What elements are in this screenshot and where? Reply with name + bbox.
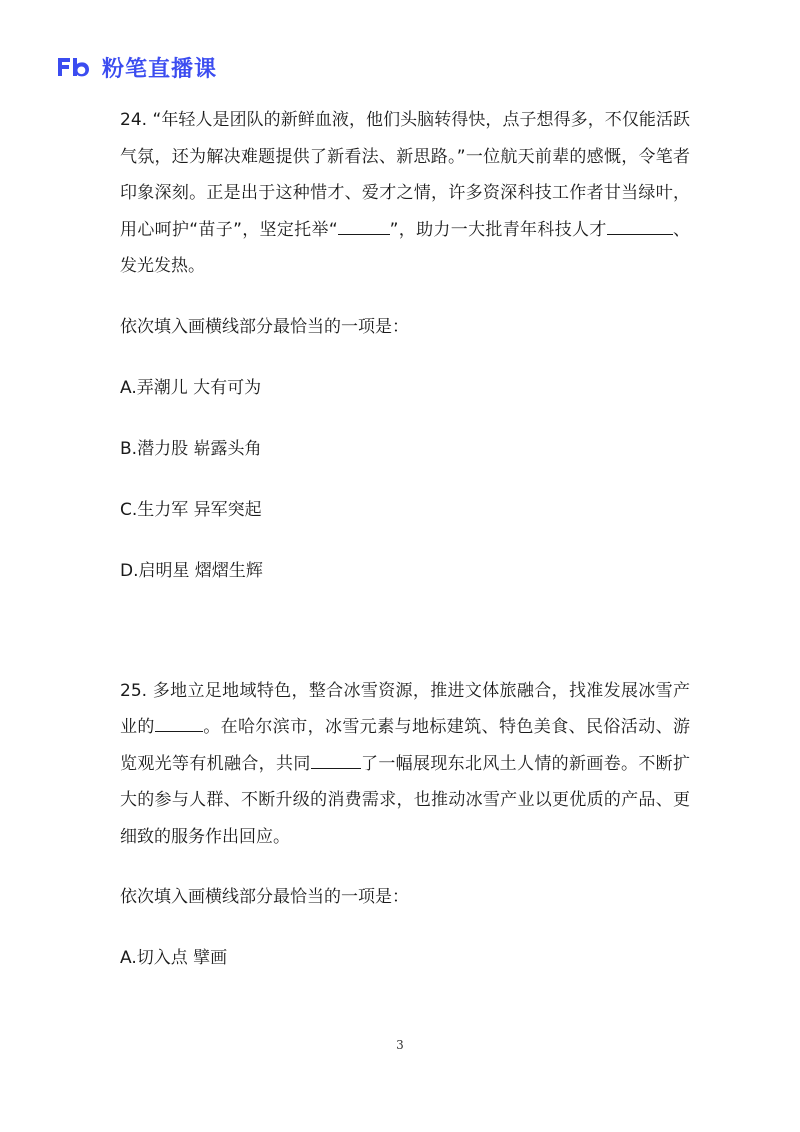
blank-line	[338, 216, 390, 235]
question-24-option-b: B.潜力股 崭露头角	[120, 438, 262, 459]
question-24-prompt: 依次填入画横线部分最恰当的一项是：	[120, 316, 409, 337]
question-24-option-c: C.生力军 异军突起	[120, 499, 262, 520]
question-25-prompt: 依次填入画横线部分最恰当的一项是：	[120, 887, 409, 907]
question-24-option-d: D.启明星 熠熠生辉	[120, 560, 263, 581]
fenbi-logo-icon	[56, 55, 96, 79]
blank-line	[607, 216, 673, 235]
question-24-stem: 24. “年轻人是团队的新鲜血液，他们头脑转得快，点子想得多，不仅能活跃气氛，还为解决难题提供了新看法、新思路。”一位航天前辈的感慨，令笔者印象深刻。正是出于这种惜才、爱才之情，许多资深科技工作者甘当绿叶，用心呵护“苗子”，坚定托举“ ”，助力一大批青年科技人才 、发光发热。	[120, 110, 691, 276]
question-24-option-a: A.弄潮儿 大有可为	[120, 377, 262, 398]
blank-line	[311, 750, 361, 769]
brand-title: 粉笔直播课	[102, 56, 218, 82]
question-25-option-a: A.切入点 擘画	[120, 948, 228, 968]
blank-line	[155, 713, 203, 732]
question-25-stem: 25. 多地立足地域特色，整合冰雪资源，推进文体旅融合，找准发展冰雪产业的 。在哈尔滨市，冰雪元素与地标建筑、特色美食、民俗活动、游览观光等有机融合，共同 了一幅展现东北风土人情的新画卷。不断扩大的参与人群、不断升级的消费需求，也推动冰雪产业以更优质的产品、更细致的服务作出回应。	[120, 680, 691, 847]
document-body	[120, 102, 690, 970]
page-number: 3	[396, 1038, 404, 1052]
header	[56, 52, 217, 82]
